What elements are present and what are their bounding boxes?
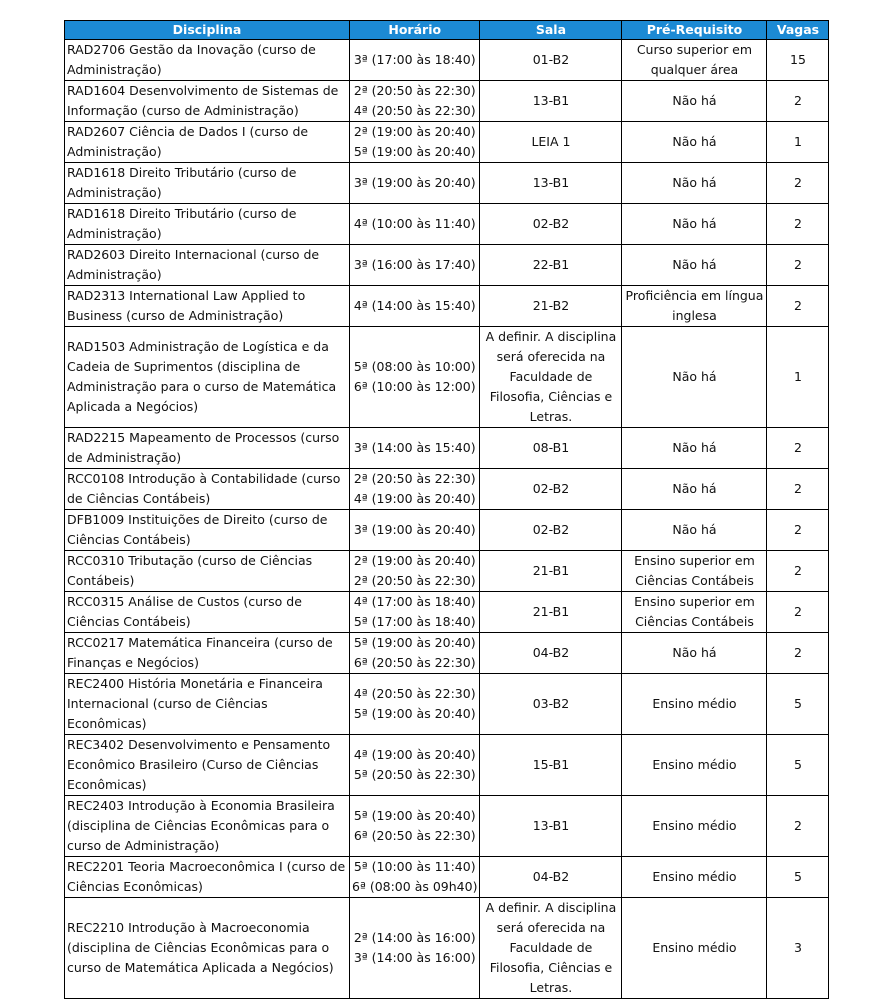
horario-line: 5ª (08:00 às 10:00) [353, 359, 476, 374]
cell-disciplina: RAD1618 Direito Tributário (curso de Administração) [65, 204, 350, 245]
cell-horario [350, 735, 480, 796]
cell-prerequisito: Não há [622, 510, 767, 551]
cell-disciplina: RAD1604 Desenvolvimento de Sistemas de Informação (curso de Administração) [65, 81, 350, 122]
cell-prerequisito: Proficiência em língua inglesa [622, 286, 767, 327]
horario-line: 6ª (20:50 às 22:30) [353, 655, 476, 670]
cell-vagas: 2 [767, 469, 829, 510]
cell-vagas: 2 [767, 204, 829, 245]
cell-disciplina: RAD2313 International Law Applied to Business (curso de Administração) [65, 286, 350, 327]
table-row [65, 163, 829, 204]
table-row [65, 551, 829, 592]
horario-line: 2ª (20:50 às 22:30) [353, 471, 476, 486]
cell-disciplina: REC2403 Introdução à Economia Brasileira (disciplina de Ciências Econômicas para o curso de Administração) [65, 796, 350, 857]
cell-sala: 13-B1 [480, 81, 622, 122]
cell-horario [350, 327, 480, 428]
horario-line: 3ª (19:00 às 20:40) [353, 175, 476, 190]
cell-sala: 15-B1 [480, 735, 622, 796]
horario-line: 5ª (19:00 às 20:40) [353, 808, 476, 823]
cell-horario [350, 245, 480, 286]
cell-vagas: 5 [767, 735, 829, 796]
cell-horario [350, 510, 480, 551]
cell-disciplina: RAD2706 Gestão da Inovação (curso de Administração) [65, 40, 350, 81]
cell-vagas: 3 [767, 898, 829, 999]
cell-prerequisito: Não há [622, 633, 767, 674]
cell-sala: A definir. A disciplina será oferecida na Faculdade de Filosofia, Ciências e Letras. [480, 898, 622, 999]
cell-sala: A definir. A disciplina será oferecida na Faculdade de Filosofia, Ciências e Letras. [480, 327, 622, 428]
horario-line: 4ª (17:00 às 18:40) [353, 594, 476, 609]
cell-vagas: 2 [767, 428, 829, 469]
horario-line: 4ª (19:00 às 20:40) [353, 747, 476, 762]
table-row [65, 81, 829, 122]
cell-prerequisito: Não há [622, 122, 767, 163]
horario-line: 4ª (14:00 às 15:40) [353, 298, 476, 313]
cell-vagas: 5 [767, 674, 829, 735]
cell-disciplina: RAD2603 Direito Internacional (curso de Administração) [65, 245, 350, 286]
horario-line: 6ª (08:00 às 09h40) [352, 879, 478, 894]
cell-disciplina: RAD2215 Mapeamento de Processos (curso de Administração) [65, 428, 350, 469]
table-row [65, 469, 829, 510]
horario-line: 6ª (10:00 às 12:00) [353, 379, 476, 394]
cell-horario [350, 428, 480, 469]
header-prerequisito: Pré-Requisito [622, 21, 767, 40]
header-row [65, 21, 829, 40]
cell-horario [350, 122, 480, 163]
cell-vagas: 1 [767, 327, 829, 428]
cell-sala: 21-B1 [480, 551, 622, 592]
table-row [65, 592, 829, 633]
cell-horario [350, 857, 480, 898]
cell-disciplina: REC2210 Introdução à Macroeconomia (disciplina de Ciências Econômicas para o curso de Matemática Aplicada a Negócios) [65, 898, 350, 999]
header-sala: Sala [480, 21, 622, 40]
cell-sala: 21-B1 [480, 592, 622, 633]
cell-sala: 08-B1 [480, 428, 622, 469]
table-row [65, 857, 829, 898]
cell-vagas: 2 [767, 245, 829, 286]
cell-vagas: 2 [767, 510, 829, 551]
cell-sala: 03-B2 [480, 674, 622, 735]
cell-disciplina: REC3402 Desenvolvimento e Pensamento Econômico Brasileiro (Curso de Ciências Econômicas) [65, 735, 350, 796]
cell-vagas: 2 [767, 81, 829, 122]
header-horario: Horário [350, 21, 480, 40]
cell-prerequisito: Não há [622, 327, 767, 428]
cell-disciplina: REC2201 Teoria Macroeconômica I (curso de Ciências Econômicas) [65, 857, 350, 898]
horario-line: 3ª (14:00 às 15:40) [353, 440, 476, 455]
cell-vagas: 2 [767, 796, 829, 857]
cell-horario [350, 163, 480, 204]
horario-line: 6ª (20:50 às 22:30) [353, 828, 476, 843]
table-row [65, 327, 829, 428]
cell-horario [350, 592, 480, 633]
cell-horario [350, 81, 480, 122]
horario-line: 5ª (19:00 às 20:40) [353, 635, 476, 650]
horario-line: 5ª (19:00 às 20:40) [353, 706, 476, 721]
cell-prerequisito: Não há [622, 81, 767, 122]
horario-line: 4ª (20:50 às 22:30) [353, 686, 476, 701]
cell-horario [350, 898, 480, 999]
cell-prerequisito: Ensino médio [622, 735, 767, 796]
table-row [65, 286, 829, 327]
cell-horario [350, 204, 480, 245]
cell-prerequisito: Ensino médio [622, 898, 767, 999]
cell-vagas: 2 [767, 286, 829, 327]
table-row [65, 204, 829, 245]
cell-sala: LEIA 1 [480, 122, 622, 163]
table-row [65, 510, 829, 551]
horario-line: 4ª (20:50 às 22:30) [353, 103, 476, 118]
horario-line: 5ª (10:00 às 11:40) [353, 859, 476, 874]
cell-horario [350, 796, 480, 857]
cell-vagas: 2 [767, 633, 829, 674]
horario-line: 2ª (20:50 às 22:30) [353, 83, 476, 98]
cell-prerequisito: Ensino médio [622, 674, 767, 735]
course-schedule-table [64, 20, 829, 999]
horario-line: 5ª (19:00 às 20:40) [353, 144, 476, 159]
table-row [65, 735, 829, 796]
cell-vagas: 1 [767, 122, 829, 163]
cell-disciplina: RCC0217 Matemática Financeira (curso de Finanças e Negócios) [65, 633, 350, 674]
cell-prerequisito: Não há [622, 245, 767, 286]
cell-prerequisito: Não há [622, 428, 767, 469]
cell-prerequisito: Curso superior em qualquer área [622, 40, 767, 81]
table-row [65, 633, 829, 674]
cell-disciplina: RAD2607 Ciência de Dados I (curso de Administração) [65, 122, 350, 163]
cell-sala: 22-B1 [480, 245, 622, 286]
horario-line: 3ª (16:00 às 17:40) [353, 257, 476, 272]
cell-horario [350, 286, 480, 327]
cell-prerequisito: Não há [622, 163, 767, 204]
cell-sala: 02-B2 [480, 510, 622, 551]
cell-sala: 04-B2 [480, 633, 622, 674]
table-row [65, 796, 829, 857]
horario-line: 4ª (10:00 às 11:40) [353, 216, 476, 231]
header-disciplina: Disciplina [65, 21, 350, 40]
horario-line: 5ª (17:00 às 18:40) [353, 614, 476, 629]
horario-line: 3ª (14:00 às 16:00) [353, 950, 476, 965]
cell-disciplina: RAD1503 Administração de Logística e da Cadeia de Suprimentos (disciplina de Administração para o curso de Matemática Aplicada a Negócios) [65, 327, 350, 428]
horario-line: 2ª (14:00 às 16:00) [353, 930, 476, 945]
cell-horario [350, 674, 480, 735]
horario-line: 4ª (19:00 às 20:40) [353, 491, 476, 506]
cell-disciplina: REC2400 História Monetária e Financeira Internacional (curso de Ciências Econômicas) [65, 674, 350, 735]
cell-vagas: 5 [767, 857, 829, 898]
table-row [65, 122, 829, 163]
cell-horario [350, 551, 480, 592]
cell-horario [350, 469, 480, 510]
cell-prerequisito: Não há [622, 469, 767, 510]
cell-horario [350, 40, 480, 81]
cell-sala: 21-B2 [480, 286, 622, 327]
horario-line: 3ª (17:00 às 18:40) [353, 52, 476, 67]
horario-line: 5ª (20:50 às 22:30) [353, 767, 476, 782]
cell-disciplina: DFB1009 Instituições de Direito (curso de Ciências Contábeis) [65, 510, 350, 551]
table-row [65, 674, 829, 735]
cell-disciplina: RCC0108 Introdução à Contabilidade (curso de Ciências Contábeis) [65, 469, 350, 510]
table-row [65, 428, 829, 469]
table-row [65, 898, 829, 999]
cell-sala: 04-B2 [480, 857, 622, 898]
cell-disciplina: RAD1618 Direito Tributário (curso de Administração) [65, 163, 350, 204]
cell-sala: 02-B2 [480, 469, 622, 510]
cell-sala: 01-B2 [480, 40, 622, 81]
horario-line: 3ª (19:00 às 20:40) [353, 522, 476, 537]
cell-horario [350, 633, 480, 674]
cell-disciplina: RCC0315 Análise de Custos (curso de Ciências Contábeis) [65, 592, 350, 633]
header-vagas: Vagas [767, 21, 829, 40]
cell-vagas: 2 [767, 163, 829, 204]
cell-vagas: 2 [767, 592, 829, 633]
cell-vagas: 15 [767, 40, 829, 81]
cell-sala: 13-B1 [480, 163, 622, 204]
horario-line: 2ª (19:00 às 20:40) [353, 124, 476, 139]
cell-prerequisito: Ensino médio [622, 857, 767, 898]
cell-disciplina: RCC0310 Tributação (curso de Ciências Contábeis) [65, 551, 350, 592]
cell-sala: 13-B1 [480, 796, 622, 857]
horario-line: 2ª (20:50 às 22:30) [353, 573, 476, 588]
cell-prerequisito: Ensino superior em Ciências Contábeis [622, 551, 767, 592]
table-row [65, 245, 829, 286]
cell-vagas: 2 [767, 551, 829, 592]
cell-sala: 02-B2 [480, 204, 622, 245]
cell-prerequisito: Não há [622, 204, 767, 245]
table-row [65, 40, 829, 81]
horario-line: 2ª (19:00 às 20:40) [353, 553, 476, 568]
cell-prerequisito: Ensino médio [622, 796, 767, 857]
cell-prerequisito: Ensino superior em Ciências Contábeis [622, 592, 767, 633]
